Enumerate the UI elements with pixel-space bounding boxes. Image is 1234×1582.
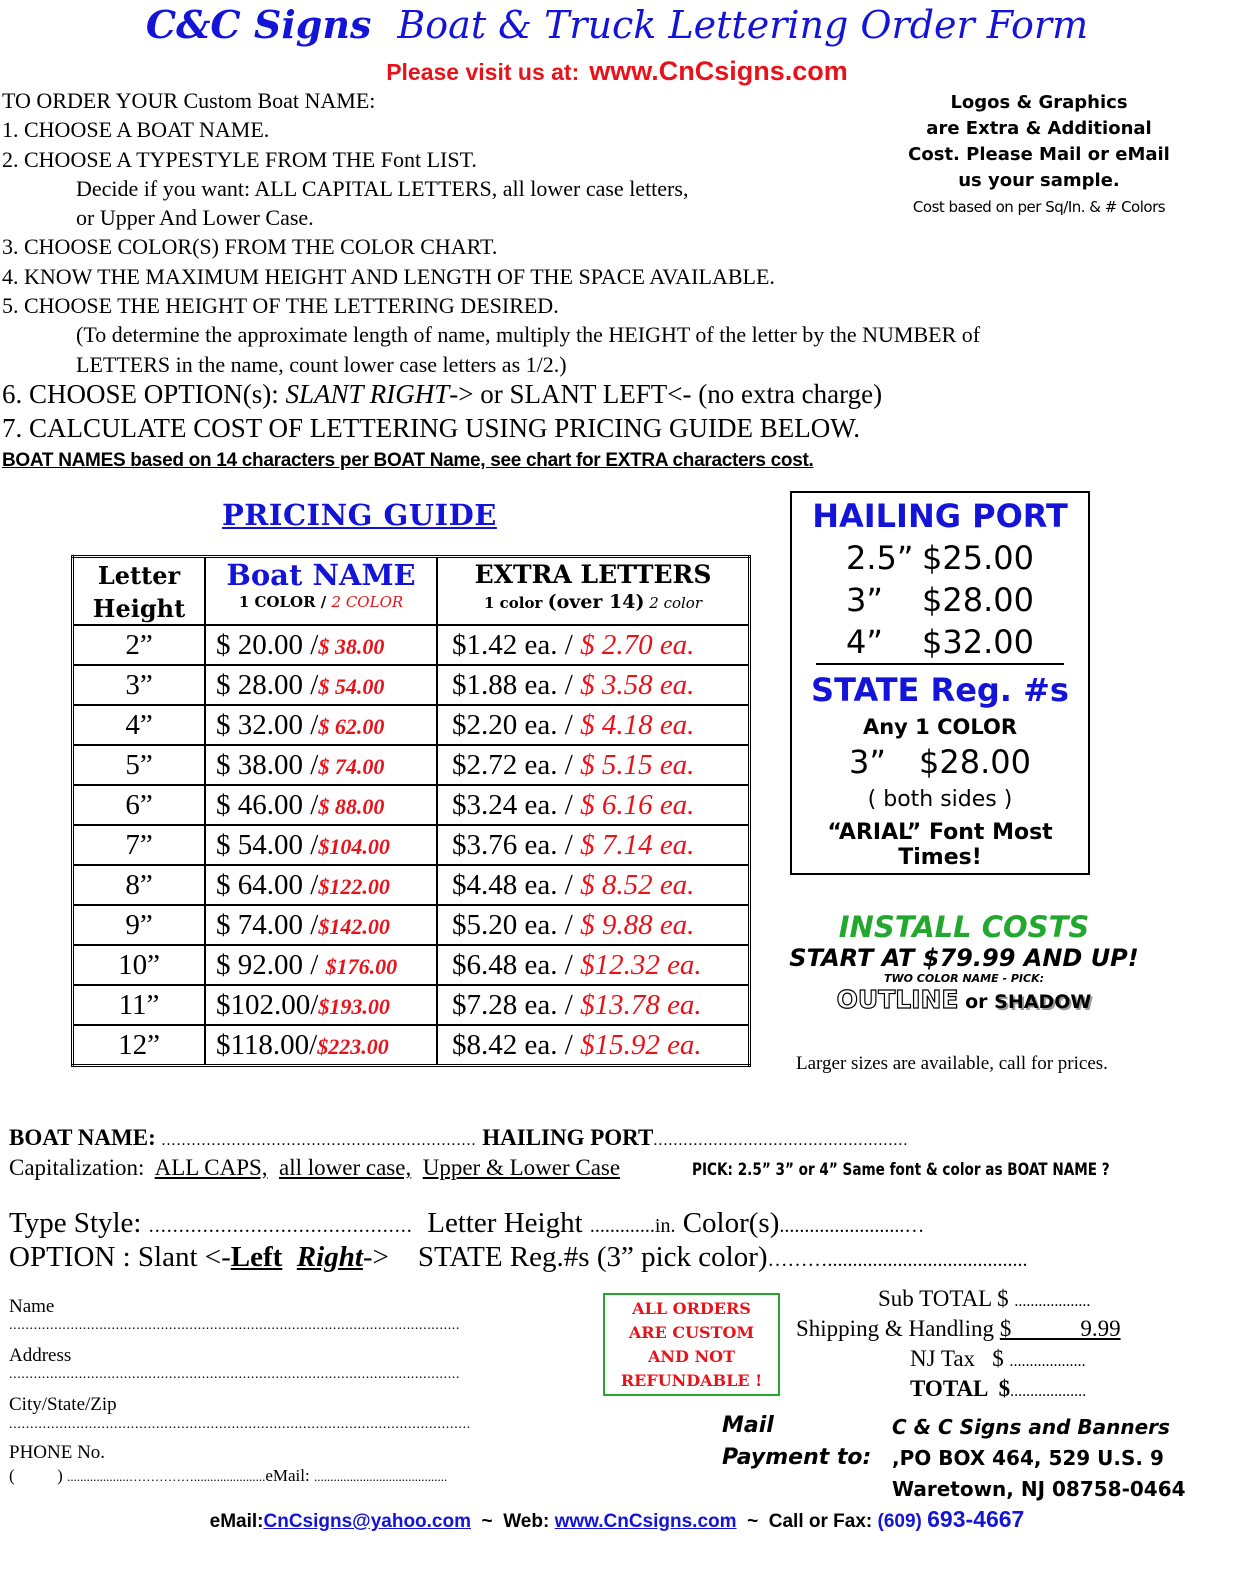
- step-6-suffix: -> or SLANT LEFT<- (no extra charge): [449, 379, 883, 409]
- hailing-port-field[interactable]: ...................................................: [653, 1132, 909, 1149]
- website-link[interactable]: www.CnCsigns.com: [589, 56, 848, 86]
- phone-label: PHONE No.: [9, 1442, 106, 1463]
- boat-name-price-cell: $ 46.00 /$ 88.00: [205, 785, 437, 825]
- colors-field[interactable]: .........................…: [779, 1215, 925, 1237]
- letter-height-cell: 6”: [73, 785, 206, 825]
- instruction-step-5-detail: (To determine the approximate length of name, multiply the HEIGHT of the letter by the NUMBER of: [76, 322, 981, 347]
- instruction-step-3: 3. CHOOSE COLOR(S) FROM THE COLOR CHART.: [2, 234, 498, 259]
- capitalization-label: Capitalization:: [9, 1155, 145, 1180]
- state-both-sides: ( both sides ): [867, 787, 1013, 812]
- email-label: eMail:: [265, 1466, 310, 1485]
- hailing-price-row: 3” $28.00: [846, 581, 1034, 619]
- pricing-row: [73, 785, 750, 825]
- outline-or-shadow: OUTLINE or SHADOW: [836, 985, 1092, 1014]
- outline-option: OUTLINE: [836, 985, 959, 1014]
- letter-height-cell: 7”: [73, 825, 206, 865]
- pricing-row: [73, 945, 750, 985]
- shadow-option: SHADOW: [994, 991, 1092, 1013]
- letter-height-label: Letter Height: [427, 1207, 583, 1239]
- logos-line-2: are Extra & Additional: [926, 118, 1152, 139]
- extra-letter-price-cell: $8.42 ea. / $15.92 ea.: [437, 1025, 750, 1066]
- boat-name-price-cell: $118.00/$223.00: [205, 1025, 437, 1066]
- phone-number[interactable]: 693-4667: [927, 1506, 1025, 1532]
- subtotal-field[interactable]: ...................: [1014, 1293, 1091, 1310]
- state-reg-field[interactable]: ………........................................: [767, 1249, 1028, 1271]
- state-reg-title: STATE Reg. #s: [811, 671, 1069, 709]
- total-line: TOTAL $...................: [910, 1376, 1087, 1401]
- extra-letter-price-cell: $2.72 ea. / $ 5.15 ea.: [437, 745, 750, 785]
- hailing-pick-note: PICK: 2.5” 3” or 4” Same font & color as BOAT NAME ?: [692, 1160, 1110, 1180]
- extra-letter-price-cell: $6.48 ea. / $12.32 ea.: [437, 945, 750, 985]
- state-any-color: Any 1 COLOR: [862, 715, 1018, 739]
- pricing-row: [73, 985, 750, 1025]
- phone-line: [9, 1466, 447, 1486]
- logos-line-4: us your sample.: [958, 170, 1120, 191]
- boat-name-header: Boat NAME 1 COLOR / 2 COLOR: [205, 557, 437, 626]
- larger-sizes-note: Larger sizes are available, call for prices.: [796, 1053, 1108, 1074]
- letter-height-cell: 3”: [73, 665, 206, 705]
- extra-letter-price-cell: $3.24 ea. / $ 6.16 ea.: [437, 785, 750, 825]
- pricing-row: [73, 625, 750, 665]
- pricing-header-row: [73, 557, 750, 626]
- instruction-step-4: 4. KNOW THE MAXIMUM HEIGHT AND LENGTH OF THE SPACE AVAILABLE.: [2, 264, 775, 289]
- instructions-intro: TO ORDER YOUR Custom Boat NAME:: [2, 88, 376, 113]
- pricing-row: [73, 825, 750, 865]
- slant-left-option[interactable]: Left: [230, 1241, 283, 1273]
- characters-note: BOAT NAMES based on 14 characters per BOAT Name, see chart for EXTRA characters cost.: [2, 450, 814, 471]
- boat-name-price-cell: $ 38.00 /$ 74.00: [205, 745, 437, 785]
- type-style-field[interactable]: ............................................: [148, 1215, 413, 1237]
- city-state-zip-label: City/State/Zip: [9, 1394, 117, 1415]
- address-label: Address: [9, 1345, 72, 1366]
- hailing-port-title: HAILING PORT: [812, 497, 1068, 535]
- shipping-line: Shipping & Handling $ 9.99: [796, 1316, 1121, 1341]
- hailing-port-box: [790, 491, 1090, 875]
- state-reg-label: STATE Reg.#s (3” pick color): [417, 1241, 768, 1273]
- extra-letter-price-cell: $5.20 ea. / $ 9.88 ea.: [437, 905, 750, 945]
- instruction-step-2: 2. CHOOSE A TYPESTYLE FROM THE Font LIST.: [2, 147, 477, 172]
- total-field[interactable]: ...................: [1010, 1383, 1087, 1400]
- boat-name-price-cell: $ 74.00 /$142.00: [205, 905, 437, 945]
- city-state-zip-field[interactable]: ..............................................................................................................: [9, 1417, 471, 1432]
- install-start: START AT $79.99 AND UP!: [789, 944, 1139, 972]
- instruction-step-1: 1. CHOOSE A BOAT NAME.: [2, 117, 270, 142]
- nj-tax-line: NJ Tax $ ...................: [910, 1346, 1086, 1371]
- letter-height-cell: 5”: [73, 745, 206, 785]
- subtotal-line: Sub TOTAL $ ...................: [878, 1286, 1091, 1311]
- shipping-value: $ 9.99: [999, 1316, 1121, 1341]
- mailing-address: C & C Signs and Banners ,PO BOX 464, 529 U.S. 9 Waretown, NJ 08758-0464: [892, 1415, 1186, 1501]
- hailing-divider: [816, 663, 1064, 665]
- extra-letter-price-cell: $3.76 ea. / $ 7.14 ea.: [437, 825, 750, 865]
- name-label: Name: [9, 1296, 55, 1317]
- capitalization-line: [9, 1155, 620, 1181]
- pricing-guide-title: PRICING GUIDE: [222, 498, 497, 532]
- instruction-step-2-detail-b: or Upper And Lower Case.: [76, 205, 314, 230]
- instruction-step-5: 5. CHOOSE THE HEIGHT OF THE LETTERING DESIRED.: [2, 293, 559, 318]
- hailing-price-row: 2.5” $25.00: [846, 539, 1034, 577]
- type-style-label: Type Style:: [9, 1207, 142, 1239]
- pricing-table: [71, 555, 751, 1067]
- extra-letter-price-cell: $2.20 ea. / $ 4.18 ea.: [437, 705, 750, 745]
- web-link[interactable]: www.CnCsigns.com: [554, 1511, 737, 1532]
- pricing-row: [73, 905, 750, 945]
- two-color-pick: TWO COLOR NAME - PICK:: [883, 972, 1045, 985]
- cap-all-option[interactable]: ALL CAPS,: [154, 1155, 268, 1180]
- logos-graphics-note: [905, 90, 1173, 220]
- extra-letter-price-cell: $1.88 ea. / $ 3.58 ea.: [437, 665, 750, 705]
- extra-letter-price-cell: $1.42 ea. / $ 2.70 ea.: [437, 625, 750, 665]
- boat-name-label: BOAT NAME:: [9, 1125, 156, 1150]
- state-font-note: “ARIAL” Font Most Times!: [827, 820, 1053, 870]
- pricing-row: [73, 745, 750, 785]
- letter-height-cell: 10”: [73, 945, 206, 985]
- slant-right-option[interactable]: Right: [296, 1241, 363, 1273]
- address-field[interactable]: ..............................................................................................................: [9, 1367, 460, 1382]
- pricing-row: [73, 1025, 750, 1066]
- boat-name-line: [9, 1125, 908, 1151]
- letter-height-field[interactable]: .............in.: [589, 1215, 676, 1237]
- boat-name-field[interactable]: ...............................................................: [161, 1132, 477, 1149]
- boat-name-price-cell: $ 20.00 /$ 38.00: [205, 625, 437, 665]
- logos-line-3: Cost. Please Mail or eMail: [908, 144, 1170, 165]
- boat-name-price-cell: $ 32.00 /$ 62.00: [205, 705, 437, 745]
- letter-height-cell: 2”: [73, 625, 206, 665]
- letter-height-header: Letter Height: [73, 557, 206, 626]
- pricing-row: [73, 865, 750, 905]
- letter-height-cell: 8”: [73, 865, 206, 905]
- title-text: Boat & Truck Lettering Order Form: [397, 3, 1089, 47]
- extra-letters-header: EXTRA LETTERS 1 color (over 14) 2 color: [437, 557, 750, 626]
- option-label: OPTION : Slant <-: [9, 1241, 231, 1273]
- letter-height-cell: 11”: [73, 985, 206, 1025]
- cap-lower-option[interactable]: all lower case,: [279, 1155, 412, 1180]
- type-style-line: [9, 1207, 924, 1240]
- visit-label: Please visit us at:: [386, 59, 580, 85]
- extra-letter-price-cell: $7.28 ea. / $13.78 ea.: [437, 985, 750, 1025]
- boat-name-price-cell: $ 92.00 / $176.00: [205, 945, 437, 985]
- install-title: INSTALL COSTS: [838, 910, 1090, 944]
- option-arrow: ->: [362, 1241, 389, 1273]
- boat-name-price-cell: $ 28.00 /$ 54.00: [205, 665, 437, 705]
- form-title: [0, 2, 1234, 47]
- phone-field[interactable]: ...................……………......................: [67, 1469, 266, 1484]
- email-link[interactable]: CnCsigns@yahoo.com: [263, 1511, 471, 1532]
- phone-area-code[interactable]: ( ): [9, 1466, 63, 1485]
- logos-line-5: Cost based on per Sq/In. & # Colors: [912, 198, 1166, 216]
- boat-name-price-cell: $ 54.00 /$104.00: [205, 825, 437, 865]
- boat-name-price-cell: $ 64.00 /$122.00: [205, 865, 437, 905]
- instruction-step-5-detail-b: LETTERS in the name, count lower case letters as 1/2.): [76, 352, 567, 377]
- nj-tax-field[interactable]: ...................: [1009, 1353, 1086, 1370]
- name-field[interactable]: ..............................................................................................................: [9, 1318, 460, 1333]
- install-costs: [786, 910, 1142, 1014]
- letter-height-cell: 9”: [73, 905, 206, 945]
- extra-letter-price-cell: $4.48 ea. / $ 8.52 ea.: [437, 865, 750, 905]
- email-field[interactable]: .........................................: [313, 1469, 448, 1484]
- pricing-row: [73, 705, 750, 745]
- instruction-step-7: 7. CALCULATE COST OF LETTERING USING PRICING GUIDE BELOW.: [2, 413, 860, 443]
- instruction-step-2-detail: Decide if you want: ALL CAPITAL LETTERS, all lower case letters,: [76, 176, 689, 201]
- visit-line: [0, 56, 1234, 87]
- state-price-row: 3” $28.00: [849, 743, 1031, 781]
- boat-name-price-cell: $102.00/$193.00: [205, 985, 437, 1025]
- option-line: [9, 1241, 1028, 1274]
- pricing-row: [73, 665, 750, 705]
- hailing-port-label: HAILING PORT: [482, 1125, 654, 1150]
- colors-label: Color(s): [682, 1207, 780, 1239]
- step-6-prefix: 6. CHOOSE OPTION(s):: [2, 379, 286, 409]
- hailing-price-row: 4” $32.00: [846, 623, 1034, 661]
- cap-upper-option[interactable]: Upper & Lower Case: [422, 1155, 621, 1180]
- letter-height-cell: 4”: [73, 705, 206, 745]
- instruction-step-6: [2, 380, 882, 409]
- step-6-italic: SLANT RIGHT: [285, 379, 450, 409]
- no-refund-box: ALL ORDERS ARE CUSTOM AND NOT REFUNDABLE !: [603, 1293, 780, 1396]
- letter-height-cell: 12”: [73, 1025, 206, 1066]
- brand-name: C&C Signs: [145, 2, 372, 47]
- logos-line-1: Logos & Graphics: [950, 92, 1128, 113]
- mail-payment-label: Mail Payment to:: [722, 1413, 872, 1470]
- contact-footer: eMail:CnCsigns@yahoo.com ~ Web: www.CnCsigns.com ~ Call or Fax: (609) 693-4667: [209, 1506, 1025, 1532]
